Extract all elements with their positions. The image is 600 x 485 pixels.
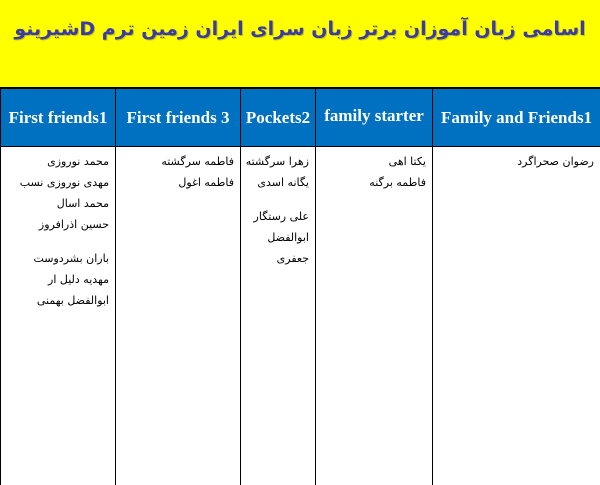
student-name: یگانه اسدی [257,176,309,189]
results-table [0,88,600,484]
column-names [241,151,315,269]
column-header: First friends1 [8,108,108,127]
column-header: First friends 3 [126,108,230,127]
student-name: رضوان صحراگرد [517,155,594,168]
column-names [116,151,240,193]
title-banner [0,0,600,88]
student-name: فاطمه برگنه [369,176,426,189]
column-family-and-friends-1 [432,89,600,485]
column-names [1,151,115,311]
student-name: یکتا اهی [388,155,426,168]
group-spacer [5,235,109,248]
student-name: محمد نوروزی [47,155,109,168]
column-names [433,151,600,172]
group-spacer [245,193,309,206]
column-header: family starter [324,106,424,125]
column-header: Family and Friends1 [440,108,593,127]
column-names [316,151,432,193]
column-first-friends-3 [115,89,240,485]
student-name: حسین اذرافروز [38,218,109,231]
student-name: محمد اسال [56,197,109,210]
student-name: مهدیه دلیل ار [48,273,109,286]
page-title: اسامی زبان آموزان برتر زبان سرای ایران زمین ترم Dشیرینو [14,18,586,40]
student-name: فاطمه اغول [178,176,234,189]
student-name: فاطمه سرگشته [161,155,234,168]
student-name: علی رستگار [253,210,309,223]
column-pockets-2 [240,89,315,485]
student-name: باران بشردوست [33,252,109,265]
student-name: جعفری [276,252,309,265]
column-first-friends-1 [0,89,115,485]
student-name: ابوالفضل بهمنی [36,294,109,307]
student-name: زهرا سرگشته [245,155,309,168]
student-name: ابوالفضل [267,231,309,244]
column-header: Pockets2 [245,108,311,127]
student-name: مهدی نوروزی نسب [19,176,109,189]
column-family-starter [315,89,432,485]
